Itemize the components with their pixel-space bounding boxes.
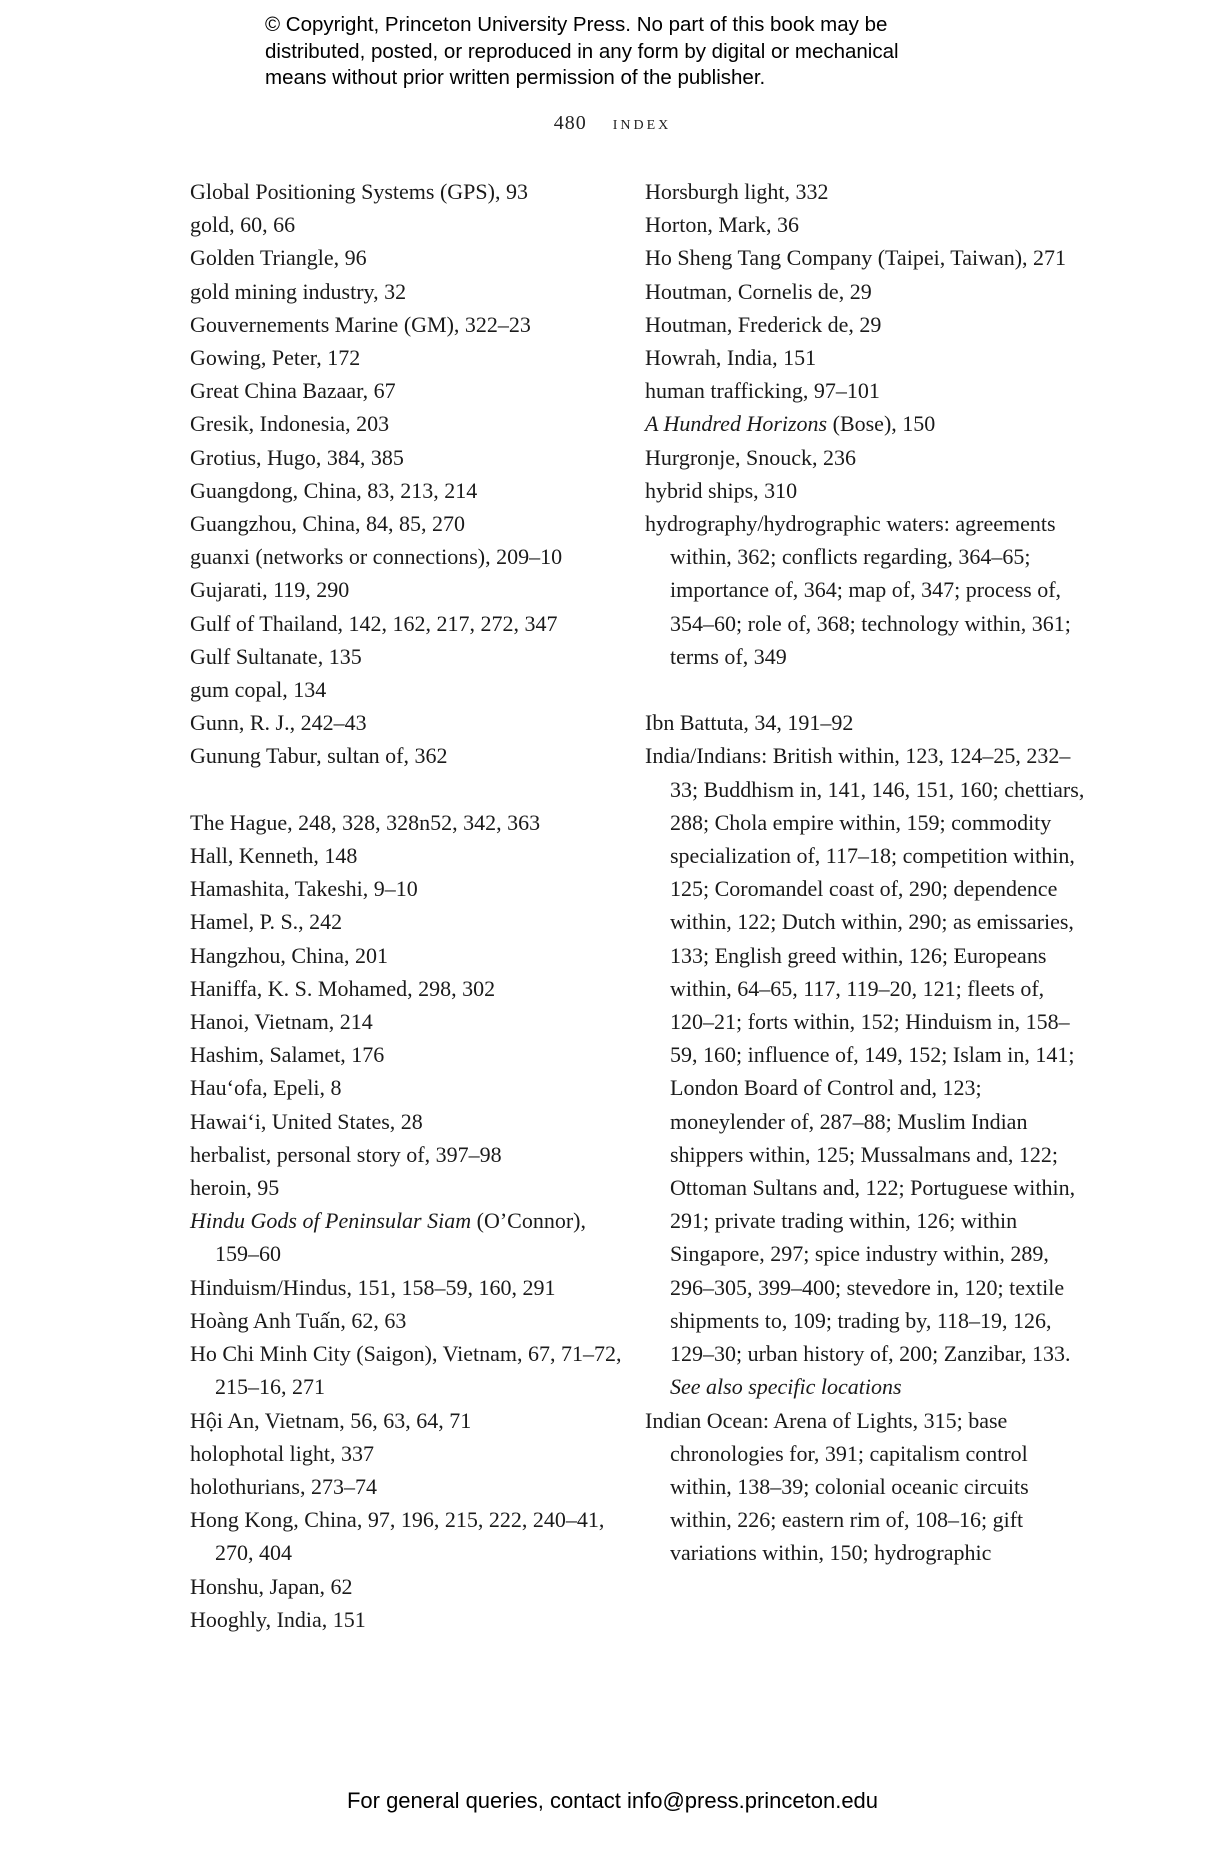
index-entry: The Hague, 248, 328, 328n52, 342, 363 (190, 809, 541, 835)
entry-locators: (Bose), 150 (827, 411, 936, 437)
running-head (0, 112, 1225, 135)
index-entry: Horsburgh light, 332 (645, 179, 829, 204)
index-entry: hydrography/hydrographic waters: agreements within, 362; conflicts regarding, 364–65; importance of, 364; map of, 347; process of, 354–60; role of, 368; technology within, 361; terms of, 349 (645, 511, 1071, 669)
index-entry: Hamashita, Takeshi, 9–10 (190, 876, 418, 902)
index-entry: human trafficking, 97–101 (645, 378, 880, 404)
index-column-left (190, 175, 630, 1636)
index-entry: Gulf Sultanate, 135 (190, 643, 362, 669)
index-entry: holothurians, 273–74 (190, 1473, 377, 1499)
book-title: A Hundred Horizons (645, 411, 828, 437)
index-entry: Guangdong, China, 83, 213, 214 (190, 477, 478, 503)
index-entry: Hawai‘i, United States, 28 (190, 1108, 423, 1134)
index-entry: Hashim, Salamet, 176 (190, 1042, 385, 1068)
index-entry: Houtman, Frederick de, 29 (645, 311, 882, 337)
footer-contact: For general queries, contact info@press.princeton.edu (346, 1788, 879, 1813)
index-entry: Guangzhou, China, 84, 85, 270 (190, 511, 465, 537)
copyright-line: distributed, posted, or reproduced in any form by digital or mechanical (265, 39, 899, 63)
index-entry: Hooghly, India, 151 (190, 1606, 366, 1632)
index-entry (190, 1204, 630, 1270)
index-entry: Honshu, Japan, 62 (190, 1573, 353, 1599)
index-entry: Gulf of Thailand, 142, 162, 217, 272, 347 (190, 610, 558, 636)
index-entry: Hurgronje, Snouck, 236 (645, 444, 857, 470)
index-entry: hybrid ships, 310 (645, 477, 798, 503)
index-entry: Indian Ocean: Arena of Lights, 315; base chronologies for, 391; capitalism control within, 138–39; colonial oceanic circuits within, 226; eastern rim of, 108–16; gift variations within, 150; hydrographic (645, 1407, 1029, 1566)
index-entry: Gouvernements Marine (GM), 322–23 (190, 311, 531, 337)
index-entry: Gunung Tabur, sultan of, 362 (190, 743, 448, 769)
entry-locators: (O’Connor), 159–60 (215, 1208, 586, 1267)
index-entry: Ho Sheng Tang Company (Taipei, Taiwan), 271 (645, 245, 1067, 271)
index-entry: Howrah, India, 151 (645, 345, 817, 371)
index-entry: Hau‘ofa, Epeli, 8 (190, 1075, 342, 1101)
copyright-line: means without prior written permission of the publisher. (265, 66, 766, 89)
index-entry: Grotius, Hugo, 384, 385 (190, 444, 404, 470)
index-entry: Gunn, R. J., 242–43 (190, 710, 367, 736)
index-entry: Gresik, Indonesia, 203 (190, 411, 390, 437)
index-entry: Houtman, Cornelis de, 29 (645, 278, 872, 304)
index-entry: Great China Bazaar, 67 (190, 378, 396, 404)
index-entry: heroin, 95 (190, 1175, 280, 1201)
index-entry (645, 739, 1085, 1403)
copyright-line: © Copyright, Princeton University Press. No part of this book may be (265, 13, 888, 36)
index-entry: Hamel, P. S., 242 (190, 909, 343, 935)
index-entry (645, 407, 1085, 440)
index-entry: gold mining industry, 32 (190, 278, 407, 304)
index-entry: Global Positioning Systems (GPS), 93 (190, 179, 528, 204)
index-entry: Gowing, Peter, 172 (190, 345, 361, 371)
index-entry: Gujarati, 119, 290 (190, 577, 350, 603)
index-entry: Hangzhou, China, 201 (190, 942, 388, 968)
index-entry: gum copal, 134 (190, 677, 327, 703)
entry-text: India/Indians: British within, 123, 124–25, 232–33; Buddhism in, 141, 146, 151, 160; chettiars, 288; Chola empire within, 159; commodity specialization of, 117–18; competition within, 125; Coromandel coast of, 290; dependence within, 122; Dutch within, 290; as emissaries, 133; English greed within, 126; Europeans within, 64–65, 117, 119–20, 121; fleets of, 120–21; forts within, 152; Hinduism in, 158–59, 160; influence of, 149, 152; Islam in, 141; London Board of Control and, 123; moneylender of, 287–88; Muslim Indian shippers within, 125; Mussalmans and, 122; Ottoman Sultans and, 122; Portuguese within, 291; private trading within, 126; within Singapore, 297; spice industry within, 289, 296–305, 399–400; stevedore in, 120; textile shipments to, 109; trading by, 118–19, 126, 129–30; urban history of, 200; Zanzibar, 133. (645, 743, 1085, 1367)
copyright-notice (265, 12, 1025, 92)
index-column-right (645, 175, 1085, 1570)
index-entry: Horton, Mark, 36 (645, 212, 799, 238)
index-entry: Hanoi, Vietnam, 214 (190, 1009, 373, 1035)
index-entry: holophotal light, 337 (190, 1440, 374, 1466)
page-number: 480 (553, 112, 587, 134)
index-entry: Ho Chi Minh City (Saigon), Vietnam, 67, 71–72, 215–16, 271 (190, 1341, 622, 1400)
see-also-reference: See also specific locations (670, 1374, 902, 1400)
index-entry: Hall, Kenneth, 148 (190, 843, 358, 869)
index-entry: Hội An, Vietnam, 56, 63, 64, 71 (190, 1407, 472, 1433)
letter-group-gap (645, 673, 1085, 706)
book-title: Hindu Gods of Peninsular Siam (190, 1208, 472, 1234)
index-entry: Ibn Battuta, 34, 191–92 (645, 710, 854, 736)
index-entry: gold, 60, 66 (190, 212, 296, 238)
index-entry: Hoàng Anh Tuấn, 62, 63 (190, 1307, 407, 1333)
index-entry: Golden Triangle, 96 (190, 245, 367, 271)
index-entry: herbalist, personal story of, 397–98 (190, 1141, 502, 1167)
index-entry: Hinduism/Hindus, 151, 158–59, 160, 291 (190, 1274, 556, 1300)
letter-group-gap (190, 773, 630, 806)
index-entry: Hong Kong, China, 97, 196, 215, 222, 240–41, 270, 404 (190, 1507, 605, 1566)
section-title: index (612, 112, 672, 134)
index-entry: guanxi (networks or connections), 209–10 (190, 544, 563, 570)
index-entry: Haniffa, K. S. Mohamed, 298, 302 (190, 975, 496, 1001)
